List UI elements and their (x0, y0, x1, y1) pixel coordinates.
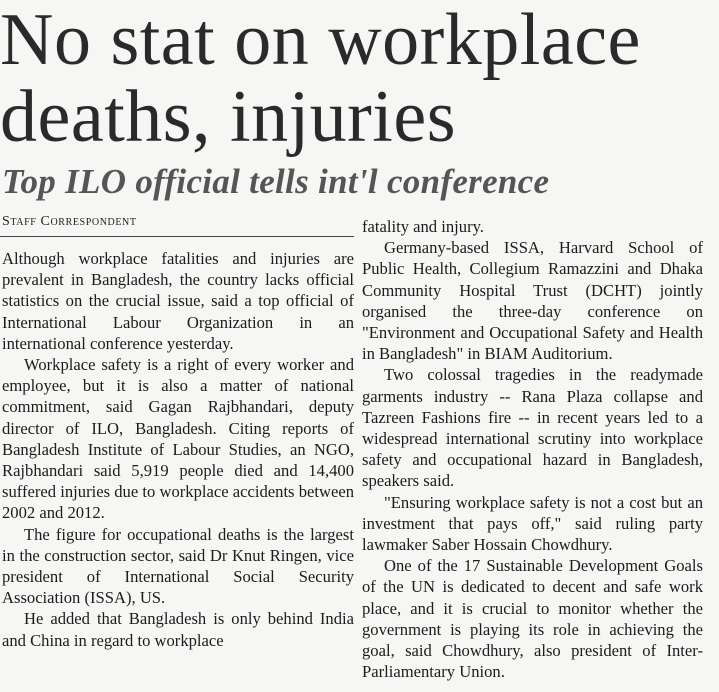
article-column-2 (362, 216, 703, 682)
paragraph: Although workplace fatalities and injuries are prevalent in Bangladesh, the country lacks official statistics on the crucial issue, said a top official of International Labour Organization in an international conference yesterday. (2, 249, 354, 353)
paragraph: The figure for occupational deaths is the largest in the construction sector, said Dr Knut Ringen, vice president of International Social Security Association (ISSA), US. (2, 524, 354, 608)
subheadline: Top ILO official tells int'l conference (2, 162, 550, 201)
paragraph: Workplace safety is a right of every worker and employee, but it is also a matter of national commitment, said Gagan Rajbhandari, deputy director of ILO, Bangladesh. Citing reports of Bangladesh Institute of Labour Studies, an NGO, Rajbhandari said 5,919 people died and 14,400 suffered injuries due to workplace accidents between 2002 and 2012. (2, 355, 354, 523)
paragraph: Germany-based ISSA, Harvard School of Public Health, Collegium Ramazzini and Dhaka Community Hospital Trust (DCHT) jointly organised the three-day conference on "Environment and Occupational Safety and Health in Bangladesh" in BIAM Auditorium. (362, 238, 703, 364)
paragraph: Two colossal tragedies in the readymade garments industry -- Rana Plaza collapse and Tazreen Fashions fire -- in recent years led to a widespread international scrutiny into workplace safety and occupational hazard in Bangladesh, speakers said. (362, 365, 703, 491)
byline: Staff Correspondent (2, 214, 137, 229)
paragraph: fatality and injury. (362, 217, 484, 236)
headline-line-1: No stat on workplace (0, 0, 641, 81)
paragraph: One of the 17 Sustainable Development Goals of the UN is dedicated to decent and safe work place, and it is crucial to monitor whether the government is playing its role in achieving the goal, said Chowdhury, also president of Inter-Parliamentary Union. (362, 556, 703, 682)
paragraph: "Ensuring workplace safety is not a cost but an investment that pays off," said ruling party lawmaker Saber Hossain Chowdhury. (362, 492, 703, 555)
headline (0, 2, 719, 156)
headline-line-2: deaths, injuries (0, 76, 457, 158)
byline-divider (0, 236, 354, 237)
paragraph: He added that Bangladesh is only behind India and China in regard to workplace (2, 609, 354, 650)
article-column-1 (2, 248, 354, 651)
